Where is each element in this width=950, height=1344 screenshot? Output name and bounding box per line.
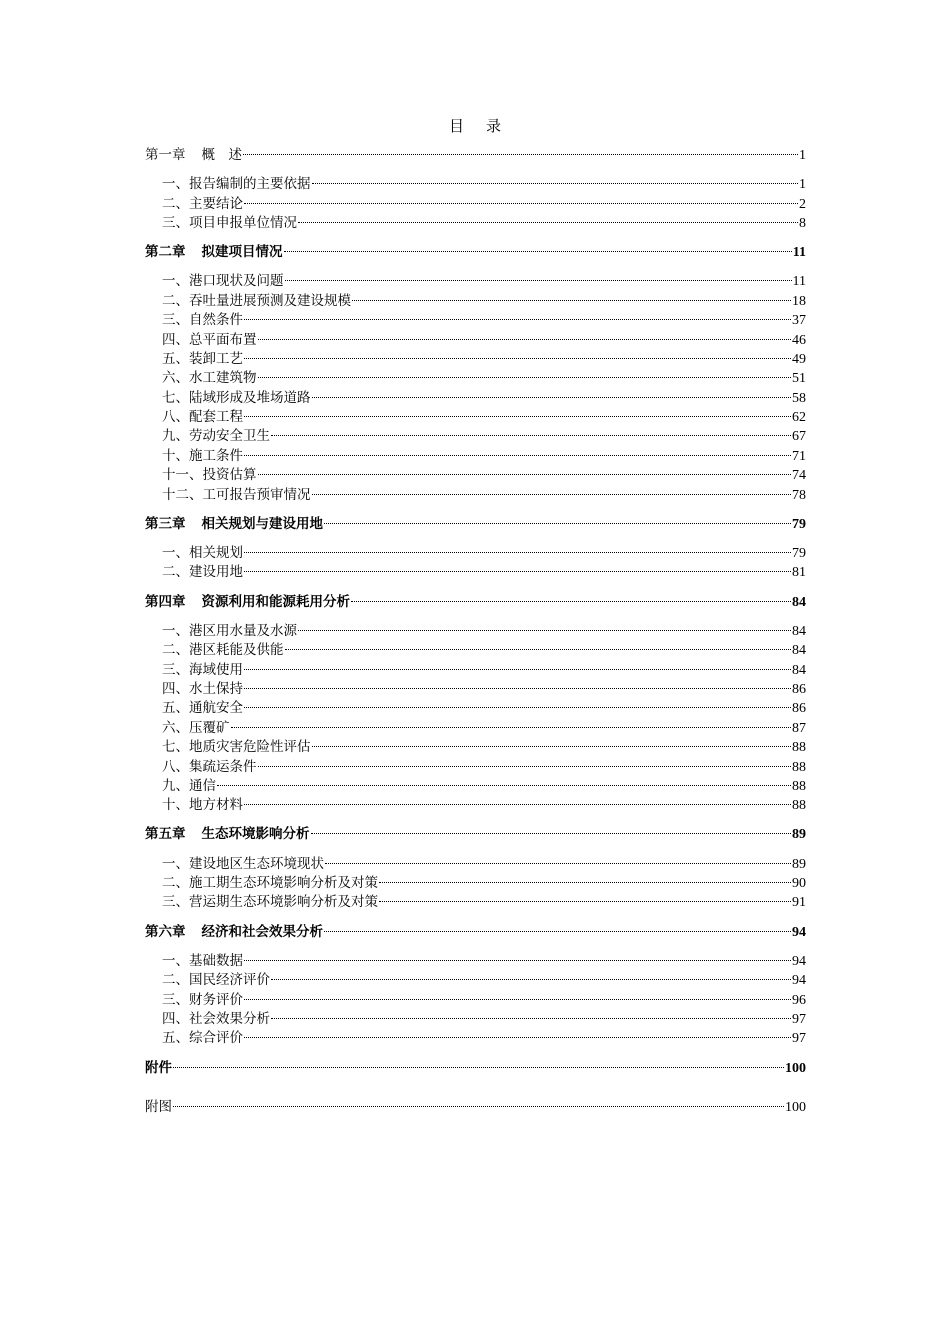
- toc-section[interactable]: [145, 544, 806, 563]
- dot-leader: [244, 1036, 791, 1038]
- section-title: 三、营运期生态环境影响分析及对策: [162, 894, 378, 911]
- section-title: 五、综合评价: [162, 1030, 243, 1047]
- section-title: 一、报告编制的主要依据: [162, 176, 311, 193]
- section-title: 二、国民经济评价: [162, 972, 270, 989]
- toc-chapter-6[interactable]: [145, 923, 806, 942]
- toc-title-char-1: 目: [448, 117, 464, 135]
- dot-leader: [312, 396, 792, 398]
- toc-section[interactable]: [145, 1010, 806, 1029]
- section-title: 九、劳动安全卫生: [162, 428, 270, 445]
- page-number: 88: [792, 759, 806, 775]
- chapter-title: 概 述: [201, 147, 242, 163]
- toc-section[interactable]: [145, 214, 806, 233]
- page-number: 71: [792, 448, 806, 464]
- section-title: 四、水土保持: [162, 680, 243, 697]
- section-title: 五、装卸工艺: [162, 350, 243, 367]
- toc-section[interactable]: [145, 641, 806, 660]
- toc-section[interactable]: [145, 991, 806, 1010]
- section-title: 一、港区用水量及水源: [162, 622, 297, 639]
- page-number: 11: [792, 274, 806, 290]
- page-number: 46: [792, 332, 806, 348]
- chapter-number: 第二章: [145, 244, 186, 261]
- page-number: 78: [792, 487, 806, 503]
- section-title: 六、压覆矿: [162, 719, 230, 736]
- toc-chapter-3[interactable]: [145, 515, 806, 534]
- toc-title: [0, 115, 950, 136]
- dot-leader: [352, 299, 791, 301]
- chapter-number: 第一章: [145, 147, 186, 163]
- chapter-title: 资源利用和能源耗用分析: [201, 593, 350, 610]
- toc-section[interactable]: [145, 175, 806, 194]
- dot-leader: [244, 959, 791, 961]
- dot-leader: [312, 493, 792, 495]
- section-title: 一、建设地区生态环境现状: [162, 855, 324, 872]
- dot-leader: [379, 881, 791, 883]
- chapter-number: 第四章: [145, 593, 186, 610]
- page-number: 89: [792, 856, 806, 872]
- dot-leader: [244, 687, 791, 689]
- dot-leader: [284, 250, 792, 252]
- dot-leader: [258, 338, 792, 340]
- dot-leader: [312, 182, 799, 184]
- toc-section[interactable]: [145, 369, 806, 388]
- section-title: 五、通航安全: [162, 700, 243, 717]
- dot-leader: [244, 706, 791, 708]
- dot-leader: [244, 803, 791, 805]
- page-number: 51: [792, 371, 806, 387]
- page-number: 89: [792, 827, 806, 843]
- page-number: 94: [792, 973, 806, 989]
- page-number: 8: [799, 215, 806, 231]
- toc-section[interactable]: [145, 195, 806, 214]
- section-title: 二、施工期生态环境影响分析及对策: [162, 875, 378, 892]
- dot-leader: [312, 745, 792, 747]
- page-number: 79: [792, 546, 806, 562]
- toc-section[interactable]: [145, 661, 806, 680]
- toc-section[interactable]: [145, 893, 806, 912]
- page-number: 84: [792, 623, 806, 639]
- appendix-title: 附件: [145, 1059, 172, 1076]
- section-title: 三、财务评价: [162, 991, 243, 1008]
- toc-section[interactable]: [145, 874, 806, 893]
- toc-section[interactable]: [145, 719, 806, 738]
- section-title: 九、通信: [162, 777, 216, 794]
- toc-section[interactable]: [145, 389, 806, 408]
- page-number: 94: [792, 924, 806, 940]
- section-title: 八、配套工程: [162, 409, 243, 426]
- page-number: 87: [792, 720, 806, 736]
- dot-leader: [271, 1017, 791, 1019]
- page-number: 67: [792, 429, 806, 445]
- toc-section[interactable]: [145, 952, 806, 971]
- toc-chapter-1[interactable]: [145, 146, 806, 165]
- dot-leader: [258, 765, 792, 767]
- section-title: 十一、投资估算: [162, 467, 257, 484]
- section-title: 一、相关规划: [162, 545, 243, 562]
- toc-section[interactable]: [145, 758, 806, 777]
- page-number: 97: [792, 1031, 806, 1047]
- toc-title-char-2: 录: [486, 117, 502, 135]
- dot-leader: [244, 415, 791, 417]
- chapter-title: 生态环境影响分析: [201, 826, 310, 843]
- table-of-contents: [145, 146, 806, 1117]
- page-number: 100: [785, 1099, 806, 1115]
- section-title: 四、社会效果分析: [162, 1011, 270, 1027]
- page-number: 84: [792, 662, 806, 678]
- page-number: 97: [792, 1012, 806, 1027]
- dot-leader: [244, 668, 791, 670]
- page-number: 58: [792, 390, 806, 406]
- toc-section[interactable]: [145, 680, 806, 699]
- chapter-title: 相关规划与建设用地: [201, 515, 323, 532]
- toc-chapter-5[interactable]: [145, 825, 806, 844]
- toc-chapter-4[interactable]: [145, 593, 806, 612]
- toc-figures[interactable]: [145, 1098, 806, 1117]
- section-title: 一、港口现状及问题: [162, 273, 284, 290]
- dot-leader: [271, 978, 791, 980]
- dot-leader: [379, 900, 791, 902]
- page-number: 84: [792, 594, 806, 610]
- dot-leader: [325, 862, 791, 864]
- dot-leader: [244, 551, 791, 553]
- dot-leader: [298, 629, 791, 631]
- page-number: 11: [792, 245, 806, 261]
- dot-leader: [173, 1066, 784, 1068]
- toc-section[interactable]: [145, 855, 806, 874]
- page-number: 1: [799, 148, 806, 163]
- section-title: 六、水工建筑物: [162, 370, 257, 387]
- section-title: 三、项目申报单位情况: [162, 214, 297, 231]
- toc-section[interactable]: [145, 699, 806, 718]
- dot-leader: [243, 153, 798, 155]
- dot-leader: [324, 522, 791, 524]
- toc-section[interactable]: [145, 486, 806, 505]
- toc-section[interactable]: [145, 622, 806, 641]
- page-number: 2: [799, 196, 806, 212]
- page-number: 37: [792, 313, 806, 329]
- dot-leader: [217, 784, 791, 786]
- section-title: 十二、工可报告预审情况: [162, 486, 311, 503]
- section-title: 二、港区耗能及供能: [162, 642, 284, 659]
- section-title: 十、施工条件: [162, 447, 243, 464]
- dot-leader: [173, 1105, 784, 1107]
- page-number: 49: [792, 351, 806, 367]
- section-title: 七、陆域形成及堆场道路: [162, 389, 311, 406]
- toc-section[interactable]: [145, 563, 806, 582]
- dot-leader: [285, 648, 792, 650]
- dot-leader: [271, 434, 791, 436]
- page-number: 62: [792, 410, 806, 426]
- page-number: 91: [792, 895, 806, 911]
- figures-title: 附图: [145, 1098, 172, 1115]
- section-title: 三、海域使用: [162, 661, 243, 678]
- toc-section[interactable]: [145, 311, 806, 330]
- toc-section[interactable]: [145, 272, 806, 291]
- section-title: 一、基础数据: [162, 952, 243, 969]
- section-title: 十、地方材料: [162, 797, 243, 814]
- toc-section[interactable]: [145, 427, 806, 446]
- dot-leader: [244, 570, 791, 572]
- toc-appendix[interactable]: [145, 1059, 806, 1078]
- dot-leader: [244, 318, 791, 320]
- page-number: 100: [785, 1060, 806, 1076]
- dot-leader: [258, 376, 792, 378]
- section-title: 二、吞吐量进展预测及建设规模: [162, 292, 351, 309]
- toc-section[interactable]: [145, 331, 806, 350]
- section-title: 二、建设用地: [162, 564, 243, 581]
- toc-section[interactable]: [145, 796, 806, 815]
- page-number: 86: [792, 681, 806, 697]
- section-title: 三、自然条件: [162, 312, 243, 329]
- toc-section[interactable]: [145, 1029, 806, 1048]
- page-number: 88: [792, 798, 806, 814]
- dot-leader: [298, 221, 798, 223]
- dot-leader: [351, 600, 791, 602]
- section-title: 四、总平面布置: [162, 331, 257, 348]
- toc-section[interactable]: [145, 408, 806, 427]
- dot-leader: [311, 832, 792, 834]
- chapter-number: 第六章: [145, 923, 186, 940]
- page-number: 94: [792, 953, 806, 969]
- dot-leader: [244, 357, 791, 359]
- page-number: 88: [792, 740, 806, 756]
- page-number: 74: [792, 468, 806, 484]
- chapter-title: 经济和社会效果分析: [201, 923, 323, 940]
- chapter-number: 第三章: [145, 515, 186, 532]
- toc-section[interactable]: [145, 350, 806, 369]
- page-number: 90: [792, 876, 806, 892]
- page-number: 84: [792, 643, 806, 659]
- dot-leader: [285, 279, 792, 281]
- page-number: 88: [792, 778, 806, 794]
- toc-section[interactable]: [145, 738, 806, 757]
- dot-leader: [244, 998, 791, 1000]
- dot-leader: [244, 202, 798, 204]
- page-number: 79: [792, 516, 806, 532]
- page-number: 18: [792, 293, 806, 309]
- toc-section[interactable]: [145, 292, 806, 311]
- chapter-title: 拟建项目情况: [201, 244, 283, 261]
- section-title: 八、集疏运条件: [162, 758, 257, 775]
- section-title: 七、地质灾害危险性评估: [162, 739, 311, 756]
- toc-section[interactable]: [145, 971, 806, 990]
- dot-leader: [231, 726, 792, 728]
- dot-leader: [244, 454, 791, 456]
- toc-section[interactable]: [145, 777, 806, 796]
- section-title: 二、主要结论: [162, 195, 243, 212]
- toc-section[interactable]: [145, 447, 806, 466]
- chapter-number: 第五章: [145, 826, 186, 843]
- page-number: 86: [792, 701, 806, 717]
- page-number: 1: [799, 177, 806, 193]
- page-number: 81: [792, 565, 806, 581]
- dot-leader: [258, 473, 792, 475]
- dot-leader: [324, 930, 791, 932]
- toc-chapter-2[interactable]: [145, 243, 806, 262]
- page-number: 96: [792, 992, 806, 1008]
- toc-section[interactable]: [145, 466, 806, 485]
